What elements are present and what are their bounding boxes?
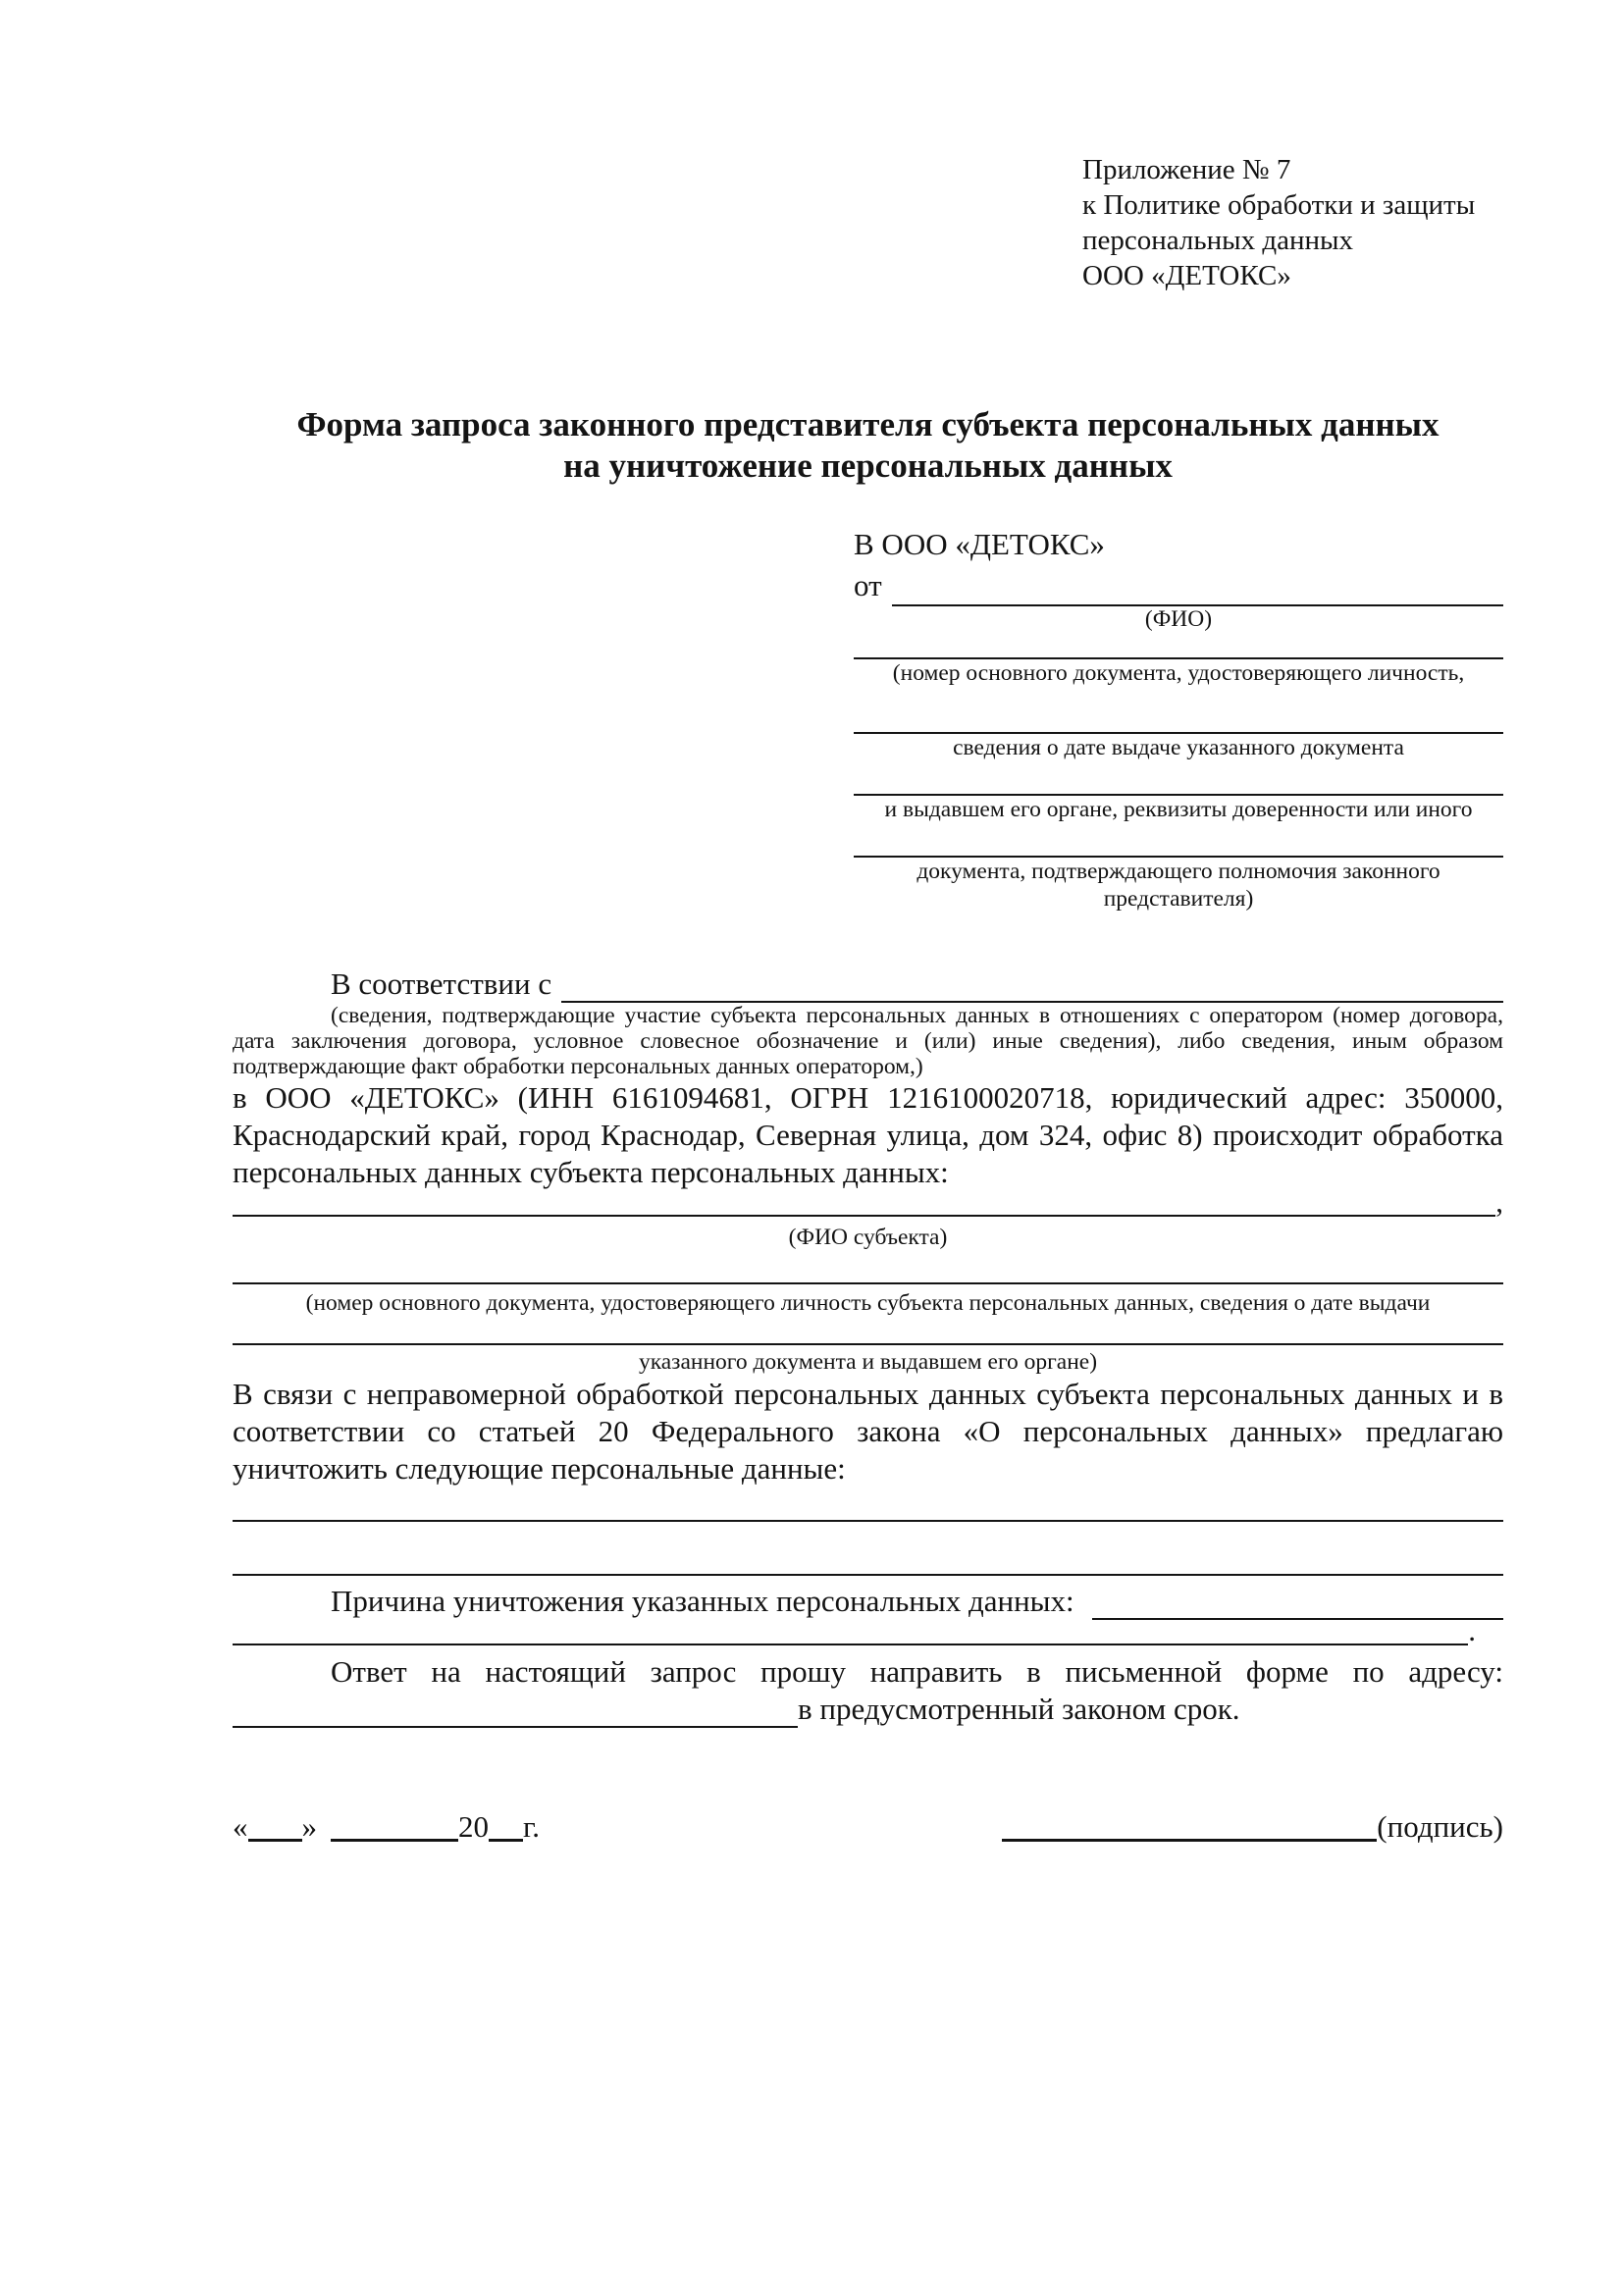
reason-blank-field2 bbox=[233, 1644, 1468, 1645]
subject-fio-blank-field bbox=[233, 1215, 1495, 1217]
open-quote: « bbox=[233, 1809, 248, 1844]
address-blank-field bbox=[233, 1726, 798, 1728]
comma-mark: , bbox=[1495, 1184, 1503, 1219]
addressee-block bbox=[854, 524, 1503, 913]
subject-doc-caption2: указанного документа и выдавшем его органе) bbox=[638, 1349, 1098, 1375]
footer-row bbox=[233, 1808, 1503, 1846]
from-label: от bbox=[854, 568, 882, 602]
annex-block bbox=[1082, 152, 1503, 293]
annex-line: к Политике обработки и защиты bbox=[1082, 189, 1476, 221]
reason-label: Причина уничтожения указанных персональных данных: bbox=[331, 1584, 1074, 1618]
year-blank-field bbox=[489, 1835, 523, 1842]
accordance-row bbox=[233, 965, 1503, 1003]
authority-document-caption: документа, подтверждающего полномочия законного представителя) bbox=[916, 859, 1440, 912]
document-title bbox=[233, 404, 1503, 487]
year-prefix: 20 bbox=[458, 1809, 489, 1844]
data-list-blank-field1 bbox=[233, 1520, 1503, 1522]
document-number-blank-field bbox=[854, 632, 1503, 659]
answer-address-row bbox=[233, 1691, 1503, 1728]
signature-blank-field bbox=[1002, 1835, 1377, 1842]
close-quote: » bbox=[301, 1809, 317, 1844]
data-list-blank-field2 bbox=[233, 1574, 1503, 1576]
issue-date-caption: сведения о дате выдаче указанного документа bbox=[953, 735, 1404, 760]
accordance-label: В соответствии с bbox=[331, 966, 552, 1001]
year-suffix: г. bbox=[523, 1809, 540, 1844]
document-number-caption: (номер основного документа, удостоверяющего личность, bbox=[892, 660, 1465, 686]
annex-line: Приложение № 7 bbox=[1082, 154, 1291, 185]
signature-caption: (подпись) bbox=[1377, 1809, 1503, 1844]
demand-paragraph: В связи с неправомерной обработкой персональных данных субъекта персональных данных и в соответствии со статьей 20 Федерального закона «О персональных данных» предлагаю уничтожить следующие персональные данные: bbox=[233, 1377, 1503, 1486]
addressee-from-row bbox=[854, 565, 1503, 606]
document-title-line2: на уничтожение персональных данных bbox=[563, 446, 1173, 485]
subject-doc-blank-field bbox=[233, 1282, 1503, 1284]
operator-paragraph: в ООО «ДЕТОКС» (ИНН 6161094681, ОГРН 1216100020718, юридический адрес: 350000, Краснодарский край, город Краснодар, Северная улица, дом 324, офис 8) происходит обработка персональных данных субъекта персональных данных: bbox=[233, 1080, 1503, 1189]
subject-doc-caption1: (номер основного документа, удостоверяющего личность субъекта персональных данных, сведения о дате выдачи bbox=[305, 1290, 1431, 1316]
data-list-blank-row2 bbox=[233, 1522, 1503, 1576]
issuer-caption: и выдавшем его органе, реквизиты доверенности или иного bbox=[884, 797, 1473, 822]
subject-fio-row bbox=[233, 1184, 1503, 1219]
signature-field bbox=[1002, 1808, 1503, 1846]
subject-doc-row2 bbox=[233, 1317, 1503, 1345]
subject-fio-caption: (ФИО субъекта) bbox=[788, 1225, 948, 1250]
authority-document-blank-field bbox=[854, 823, 1503, 858]
answer-tail: в предусмотренный законом срок. bbox=[798, 1692, 1240, 1726]
annex-line: ООО «ДЕТОКС» bbox=[1082, 260, 1291, 291]
period-mark: . bbox=[1468, 1613, 1476, 1647]
reason-continuation-row bbox=[233, 1613, 1503, 1647]
addressee-to: В ООО «ДЕТОКС» bbox=[854, 527, 1105, 561]
accordance-note: (сведения, подтверждающие участие субъекта персональных данных в отношениях с оператором (номер договора, дата заключения договора, условное словесное обозначение и (или) иные сведения), либо сведения, иным образом подтверждающие факт обработки персональных данных оператором,) bbox=[233, 1003, 1503, 1079]
data-list-blank-row1 bbox=[233, 1487, 1503, 1522]
subject-doc-blank-field2 bbox=[233, 1343, 1503, 1345]
document-title-line1: Форма запроса законного представителя субъекта персональных данных bbox=[296, 405, 1440, 444]
date-field bbox=[233, 1808, 540, 1846]
issue-date-blank-field bbox=[854, 687, 1503, 734]
fio-caption: (ФИО) bbox=[1144, 606, 1213, 632]
annex-line: персональных данных bbox=[1082, 225, 1354, 256]
answer-paragraph: Ответ на настоящий запрос прошу направить в письменной форме по адресу: bbox=[331, 1654, 1503, 1689]
reason-row bbox=[233, 1583, 1503, 1620]
subject-doc-row bbox=[233, 1251, 1503, 1284]
month-blank-field bbox=[331, 1835, 458, 1842]
day-blank-field bbox=[248, 1835, 302, 1842]
reason-blank-field bbox=[1092, 1618, 1503, 1620]
issuer-blank-field bbox=[854, 761, 1503, 796]
